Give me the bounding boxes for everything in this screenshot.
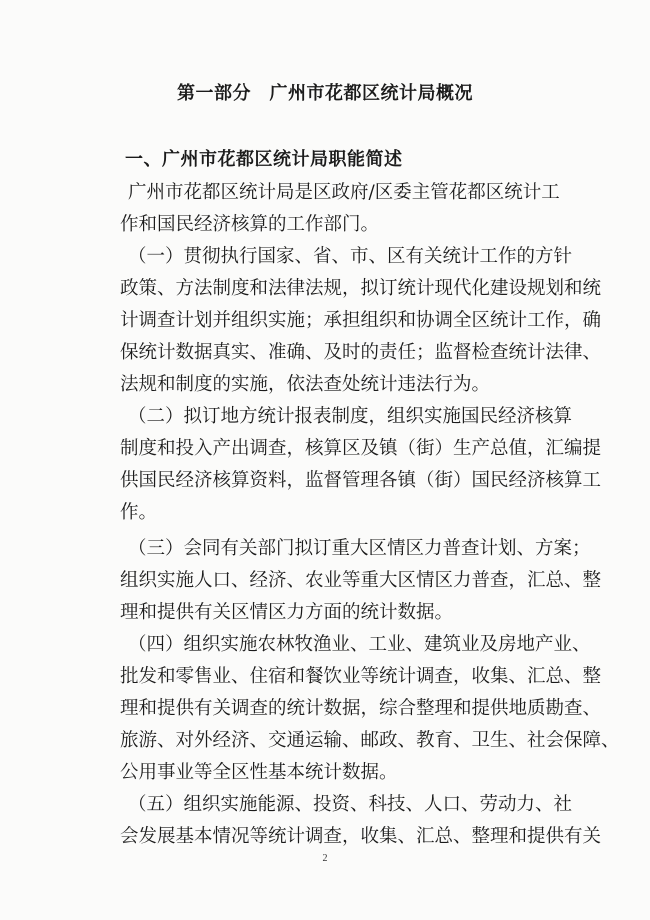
paragraph-line: 供国民经济核算资料，监督管理各镇（街）国民经济核算工 bbox=[120, 470, 602, 491]
paragraph-line: 保统计数据真实、准确、及时的责任；监督检查统计法律、 bbox=[120, 342, 602, 363]
paragraph-line: 公用事业等全区性基本统计数据。 bbox=[120, 762, 398, 783]
paragraph-line: （三）会同有关部门拟订重大区情区力普查计划、方案； bbox=[128, 538, 591, 559]
paragraph-line: 法规和制度的实施，依法查处统计违法行为。 bbox=[120, 374, 491, 395]
paragraph-line: 理和提供有关调查的统计数据，综合整理和提供地质勘查、 bbox=[120, 698, 602, 719]
paragraph-line: 制度和投入产出调查，核算区及镇（街）生产总值，汇编提 bbox=[120, 438, 602, 459]
section-heading: 一、广州市花都区统计局职能简述 bbox=[125, 149, 403, 170]
paragraph-line: （四）组织实施农林牧渔业、工业、建筑业及房地产业、 bbox=[128, 634, 591, 655]
paragraph-line: 计调查计划并组织实施；承担组织和协调全区统计工作，确 bbox=[120, 310, 602, 331]
paragraph-line: 批发和零售业、住宿和餐饮业等统计调查，收集、汇总、整 bbox=[120, 666, 602, 687]
paragraph-line: （一）贯彻执行国家、省、市、区有关统计工作的方针 bbox=[128, 246, 573, 267]
page-title: 第一部分 广州市花都区统计局概况 bbox=[177, 83, 473, 104]
paragraph-line: 广州市花都区统计局是区政府/区委主管花都区统计工 bbox=[128, 182, 560, 203]
page-number: 2 bbox=[322, 853, 328, 864]
paragraph-line: 作和国民经济核算的工作部门。 bbox=[120, 214, 380, 235]
paragraph-line: 政策、方法制度和法律法规，拟订统计现代化建设规划和统 bbox=[120, 278, 602, 299]
paragraph-line: （五）组织实施能源、投资、科技、人口、劳动力、社 bbox=[128, 794, 573, 815]
paragraph-line: 作。 bbox=[120, 502, 158, 523]
paragraph-line: 旅游、对外经济、交通运输、邮政、教育、卫生、社会保障、 bbox=[120, 730, 620, 751]
paragraph-line: 理和提供有关区情区力方面的统计数据。 bbox=[120, 602, 454, 623]
paragraph-line: 组织实施人口、经济、农业等重大区情区力普查，汇总、整 bbox=[120, 570, 602, 591]
paragraph-line: （二）拟订地方统计报表制度，组织实施国民经济核算 bbox=[128, 406, 573, 427]
paragraph-line: 会发展基本情况等统计调查，收集、汇总、整理和提供有关 bbox=[120, 826, 602, 847]
